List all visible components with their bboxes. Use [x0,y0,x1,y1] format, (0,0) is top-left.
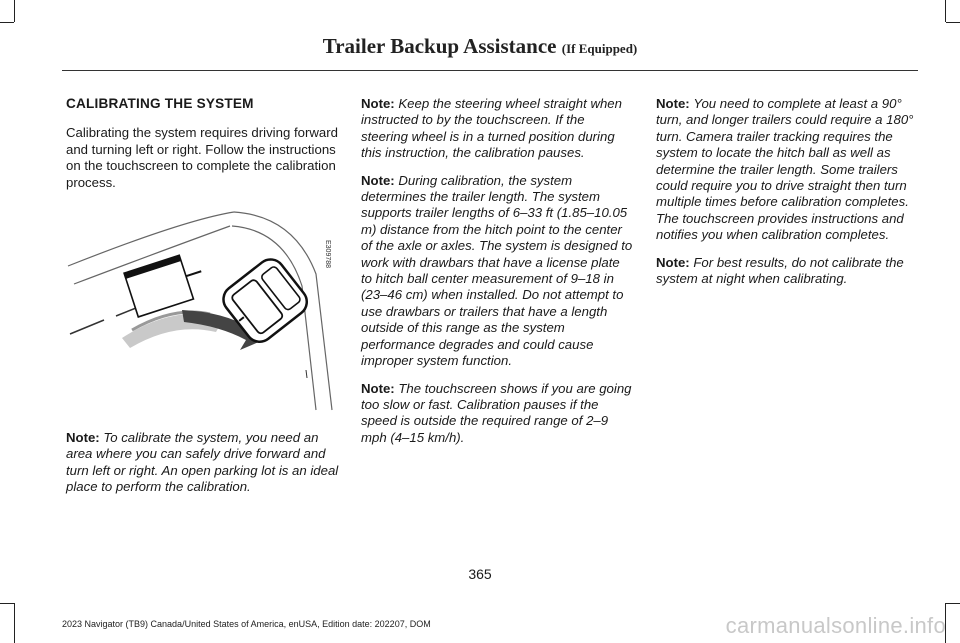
section-heading: CALIBRATING THE SYSTEM [66,96,254,111]
note-paragraph [656,96,931,244]
crop-mark [0,603,14,604]
note-label: Note: [656,254,690,270]
crop-mark [946,22,960,23]
column-1-note [66,430,341,507]
column-3 [656,96,931,298]
intro-paragraph: Calibrating the system requires driving forward and turning left or right. Follow the instructions on the touchscreen to complete the calibration process. [66,125,338,190]
note-label: Note: [66,430,100,445]
note-text: To calibrate the system, you need an area where you can safely drive forward and turn left or right. An open parking lot is an ideal place to perform the calibration. [66,430,339,495]
note-text: Keep the steering wheel straight when instructed to by the touchscreen. If the steering wheel is in a turned position during this instruction, the calibration pauses. [361,96,622,161]
column-2 [361,96,633,457]
crop-mark [945,0,946,22]
note-label: Note: [361,172,395,188]
note-paragraph [361,381,633,447]
note-paragraph [361,173,633,370]
crop-mark [14,603,15,643]
edition-footer: 2023 Navigator (TB9) Canada/United States of America, enUSA, Edition date: 202207, DOM [62,619,431,629]
note-paragraph [361,96,633,162]
header-subtitle: (If Equipped) [561,41,638,56]
note-label: Note: [361,380,395,396]
header-title: Trailer Backup Assistance [322,34,557,58]
note-text: During calibration, the system determines the trailer length. The system supports trailer lengths of 6–33 ft (1.85–10.05 m) distance from the hitch point to the center of the axle or axles. The system is designed to work with drawbars that have a license plate to hitch ball center measurement of 9–18 in (23–46 cm) when installed. Do not attempt to use drawbars or trailers that have a length outside of this range as the system performance degrades and could cause improper system function. [361,172,633,369]
page-number: 365 [468,566,492,582]
calibration-illustration [64,200,340,412]
page-header [0,34,960,59]
note-text: The touchscreen shows if you are going too slow or fast. Calibration pauses if the speed is outside the required range of 2–9 mph (4–15 km/h). [361,380,632,445]
figure-code: E309788 [324,240,331,269]
watermark[interactable]: carmanualsonline.info [725,613,946,638]
note-label: Note: [361,96,395,111]
header-divider [62,70,918,71]
crop-mark [946,603,960,604]
crop-mark [14,0,15,22]
crop-mark [0,22,14,23]
note-text: For best results, do not calibrate the system at night when calibrating. [656,254,904,287]
note-text: You need to complete at least a 90° turn, and longer trailers could require a 180° turn. Camera trailer tracking requires the system to locate the hitch ball as well as determine the trailer length. Some trailers could require you to drive straight then turn multiple times before calibration completes. The touchscreen provides instructions and notifies you when calibration completes. [656,96,914,243]
note-paragraph [656,255,931,288]
column-1 [66,96,341,202]
note-paragraph [66,430,341,496]
note-label: Note: [656,96,690,111]
